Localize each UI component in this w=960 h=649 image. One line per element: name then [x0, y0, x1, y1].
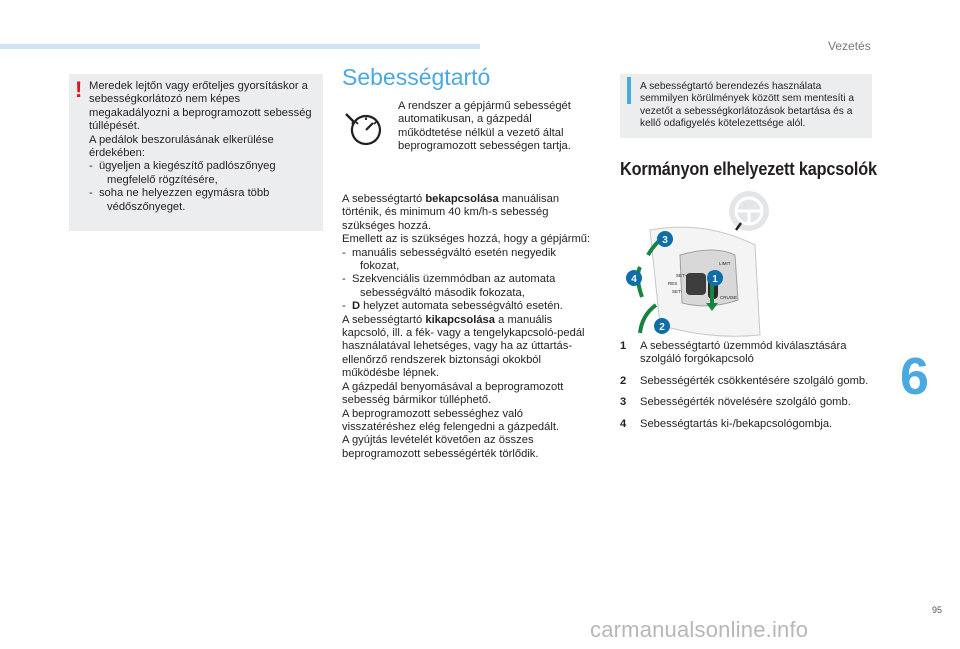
warning-box [69, 74, 323, 231]
page-number: 95 [932, 605, 943, 615]
cruise-item: - Szekvenciális üzemmódban az automata sebességváltó második fokozata, [342, 273, 556, 299]
label-cruise: CRUISE [720, 295, 738, 300]
label-limit: LIMIT [719, 261, 731, 266]
legend-text: Sebességérték növelésére szolgáló gomb. [640, 396, 851, 409]
warning-item: - ügyeljen a kiegészítő padlószőnyeg megfelelő rögzítésére, [89, 160, 276, 186]
warning-icon: ! [75, 77, 83, 102]
warning-item: - soha ne helyezzen egymásra több védőszőnyeget. [89, 187, 270, 213]
legend-item [620, 396, 876, 409]
callout-3 [657, 231, 673, 247]
p3-pre: A sebességtartó [342, 313, 426, 326]
cruise-heading: Sebességtartó [342, 64, 491, 90]
svg-text:3: 3 [662, 235, 668, 246]
speedometer-icon [344, 110, 388, 146]
warning-line: A pedálok beszorulásának elkerülése érdekében: [89, 133, 274, 160]
p6: A gyújtás levételét követően az összes beprogramozott sebességérték törlődik. [342, 434, 539, 460]
section-title: Vezetés [828, 39, 871, 53]
p1-pre: A sebességtartó [342, 193, 426, 205]
info-box [620, 74, 872, 138]
label-setminus: SET- [672, 289, 683, 294]
p3-bold: kikapcsolása [425, 313, 496, 326]
warning-text [89, 80, 321, 214]
svg-text:2: 2 [659, 322, 665, 333]
controls-heading: Kormányon elhelyezett kapcsolók [620, 158, 877, 179]
legend-item [620, 340, 876, 367]
cruise-item [342, 300, 594, 313]
cruise-body [342, 193, 594, 461]
legend-item [620, 418, 876, 431]
callout-1 [707, 270, 723, 286]
info-icon [627, 80, 631, 104]
warning-line: Meredek lejtőn vagy erőteljes gyorsításkor a sebességkorlátozó nem képes megakadályozni a beprogramozott sebesség túllépését. [89, 80, 312, 133]
item3-post: helyzet automata sebességváltó esetén. [360, 300, 563, 313]
p5: A beprogramozott sebességhez való visszatéréshez elég felengedni a gázpedált. [342, 407, 560, 433]
legend-num: 1 [620, 340, 627, 352]
legend-text: Sebességtartás ki-/bekapcsológombja. [640, 417, 833, 430]
legend-text: A sebességtartó üzemmód kiválasztására szolgáló forgókapcsoló [640, 340, 847, 366]
p1-bold: bekapcsolása [425, 193, 499, 205]
callout-4 [626, 270, 642, 286]
callout-2 [654, 318, 670, 334]
p1-post: manuálisan történik, és minimum 40 km/h-s sebesség szükséges hozzá. [342, 193, 560, 232]
svg-text:4: 4 [631, 274, 637, 285]
p3-post: a manuális kapcsoló, ill. a fék- vagy a tengelykapcsoló-pedál használatával lehetséges, vagy ha az úttartás-ellenőrző rendszerek biztonsági okokból működésbe lépnek. [342, 313, 585, 380]
legend-item [620, 375, 876, 388]
item3-bold: D [351, 300, 361, 313]
chapter-number: 6 [900, 348, 929, 406]
controls-legend [620, 340, 876, 439]
info-text: A sebességtartó berendezés használata semmilyen körülmények között sem mentesíti a vezetőt a sebességkorlátozások betartása és a kellő odafigyelés kötelezettsége alól. [640, 81, 855, 130]
legend-num: 4 [620, 417, 627, 430]
p4: A gázpedál benyomásával a beprogramozott sebesség bármikor túlléphető. [342, 380, 564, 407]
legend-num: 3 [620, 396, 627, 409]
legend-num: 2 [620, 374, 627, 387]
cruise-item: - manuális sebességváltó esetén negyedik fokozat, [342, 246, 556, 273]
cruise-intro: A rendszer a gépjármű sebességét automatikusan, a gázpedál működtetése nélkül a vezető által beprogramozott sebességen tartja. [398, 100, 571, 153]
label-setplus: SET+ [676, 273, 688, 278]
watermark: carmanualsonline.info [590, 617, 809, 642]
legend-text: Sebességérték csökkentésére szolgáló gomb. [640, 374, 869, 387]
header-bar [0, 44, 480, 49]
steering-controls-illustration [620, 225, 770, 340]
label-res: RES [668, 281, 678, 286]
svg-text:1: 1 [712, 274, 718, 285]
p3 [342, 314, 594, 381]
item3-pre: - [342, 300, 352, 313]
p2: Emellett az is szükséges hozzá, hogy a gépjármű: [342, 233, 591, 246]
